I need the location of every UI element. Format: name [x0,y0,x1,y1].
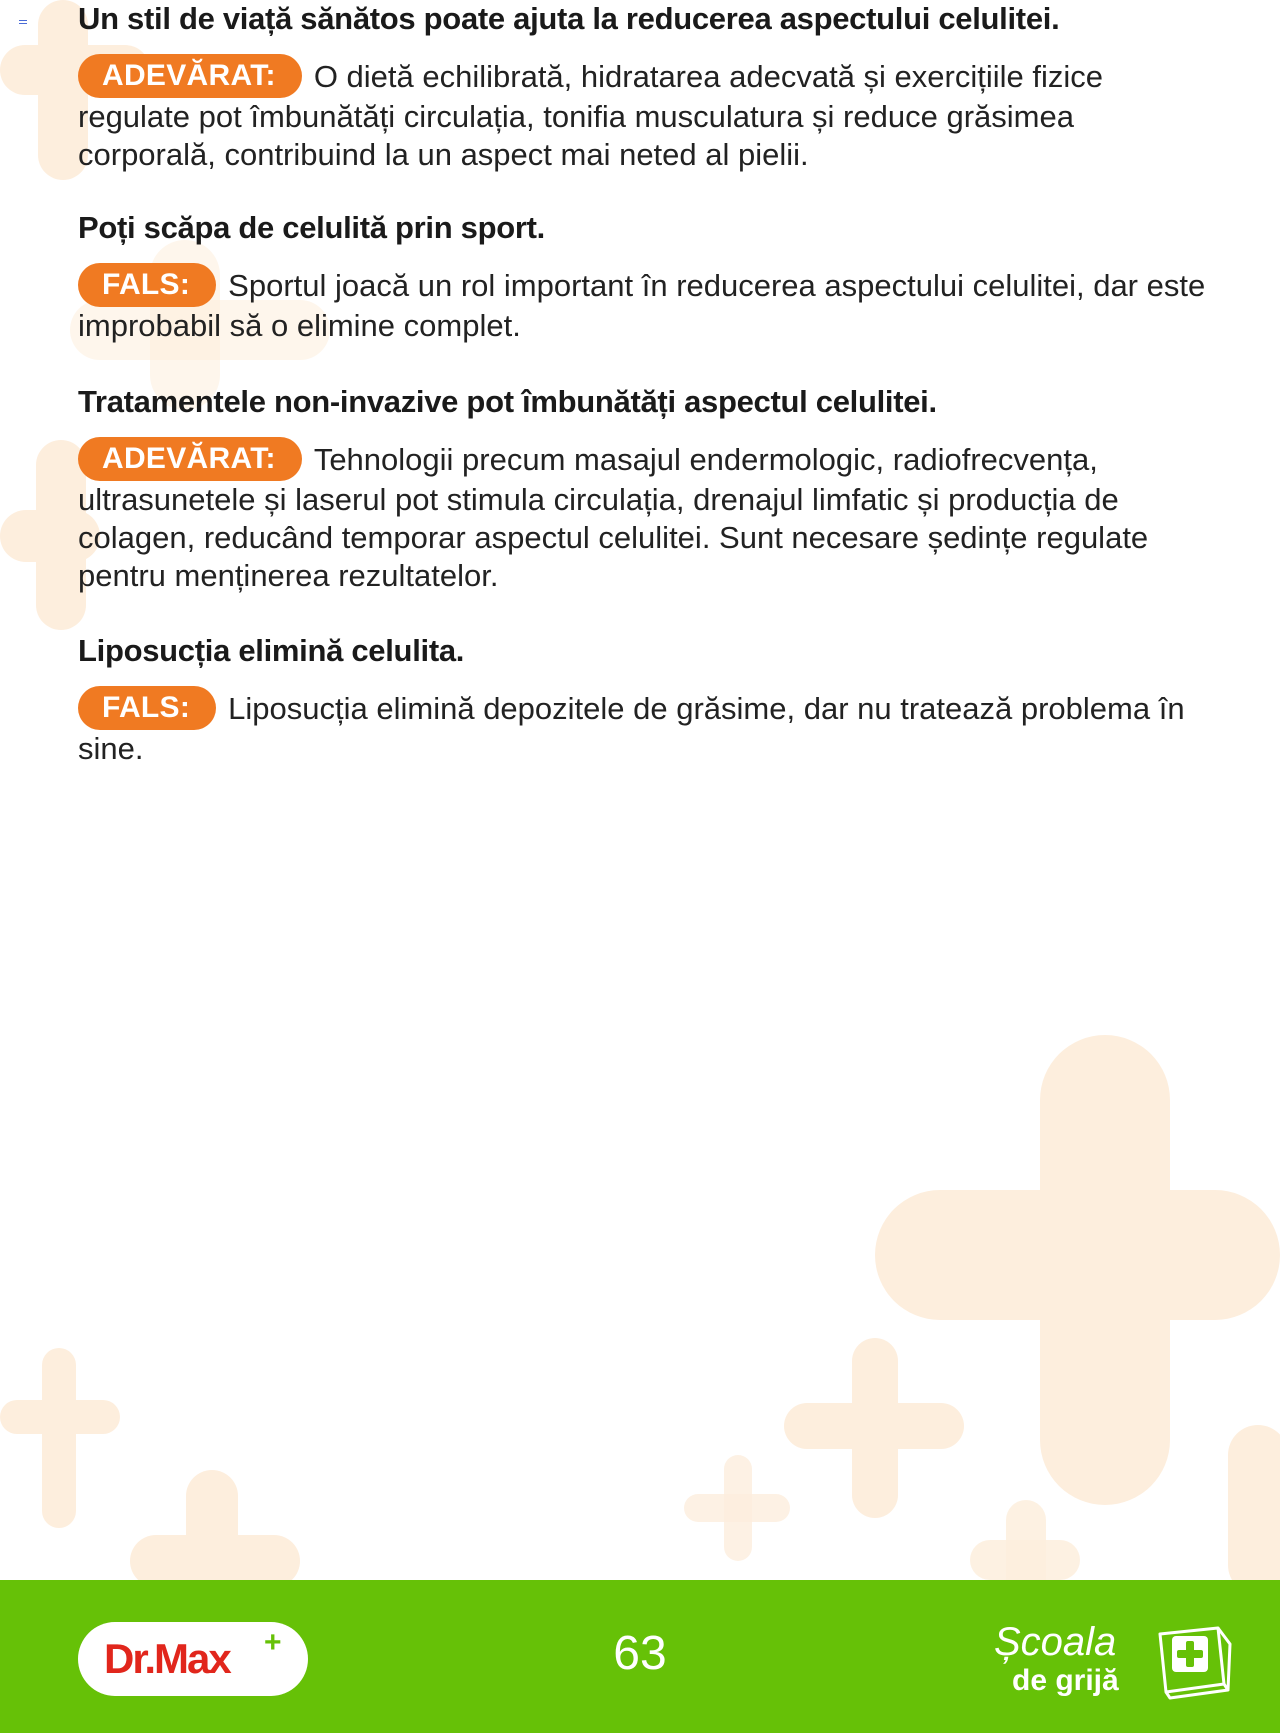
answer [78,686,1208,768]
verdict-badge: FALS: [78,263,216,307]
plus-icon: + [264,1626,282,1659]
question: Poți scăpa de celulită prin sport. [78,210,545,245]
brand-line-1: Școala [994,1620,1117,1664]
faq-item [78,632,1208,768]
page-number: 63 [613,1627,667,1680]
brand-line-2: de grijă [1012,1664,1119,1697]
scoala-de-grija-logo [994,1620,1234,1710]
drmax-logo[interactable] [78,1622,308,1696]
answer-text: Tehnologii precum masajul endermologic, radiofrecvența, ultrasunetele și laserul pot stimula circulația, drenajul limfatic și producția de colagen, reducând temporar aspectul celulitei. Sunt necesare ședințe regulate pentru menținerea rezultatelor. [78,442,1149,593]
menu-icon[interactable] [19,20,27,26]
verdict-badge: ADEVĂRAT: [78,54,302,98]
question: Liposucția elimină celulita. [78,633,465,668]
answer-text: Liposucția elimină depozitele de grăsime, dar nu tratează problema în sine. [78,691,1185,766]
question: Un stil de viață sănătos poate ajuta la reducerea aspectului celulitei. [78,1,1060,36]
answer-text: Sportul joacă un rol important în reducerea aspectului celulitei, dar este improbabil să o elimine complet. [78,268,1206,343]
answer [78,263,1208,345]
verdict-badge: FALS: [78,686,216,730]
faq-item [78,383,1208,595]
faq-item [78,0,1208,174]
page-footer [0,1580,1280,1733]
answer-text: O dietă echilibrată, hidratarea adecvată și exercițiile fizice regulate pot îmbunătăți circulația, tonifia musculatura și reduce grăsimea corporală, contribuind la un aspect mai neted al pielii. [78,59,1103,172]
question: Tratamentele non-invazive pot îmbunătăți aspectul celulitei. [78,384,937,419]
faq-item [78,209,1208,345]
logo-text: Dr.Max [104,1635,230,1682]
answer [78,54,1208,174]
verdict-badge: ADEVĂRAT: [78,437,302,481]
book-plus-icon [1144,1622,1234,1700]
answer [78,437,1208,595]
